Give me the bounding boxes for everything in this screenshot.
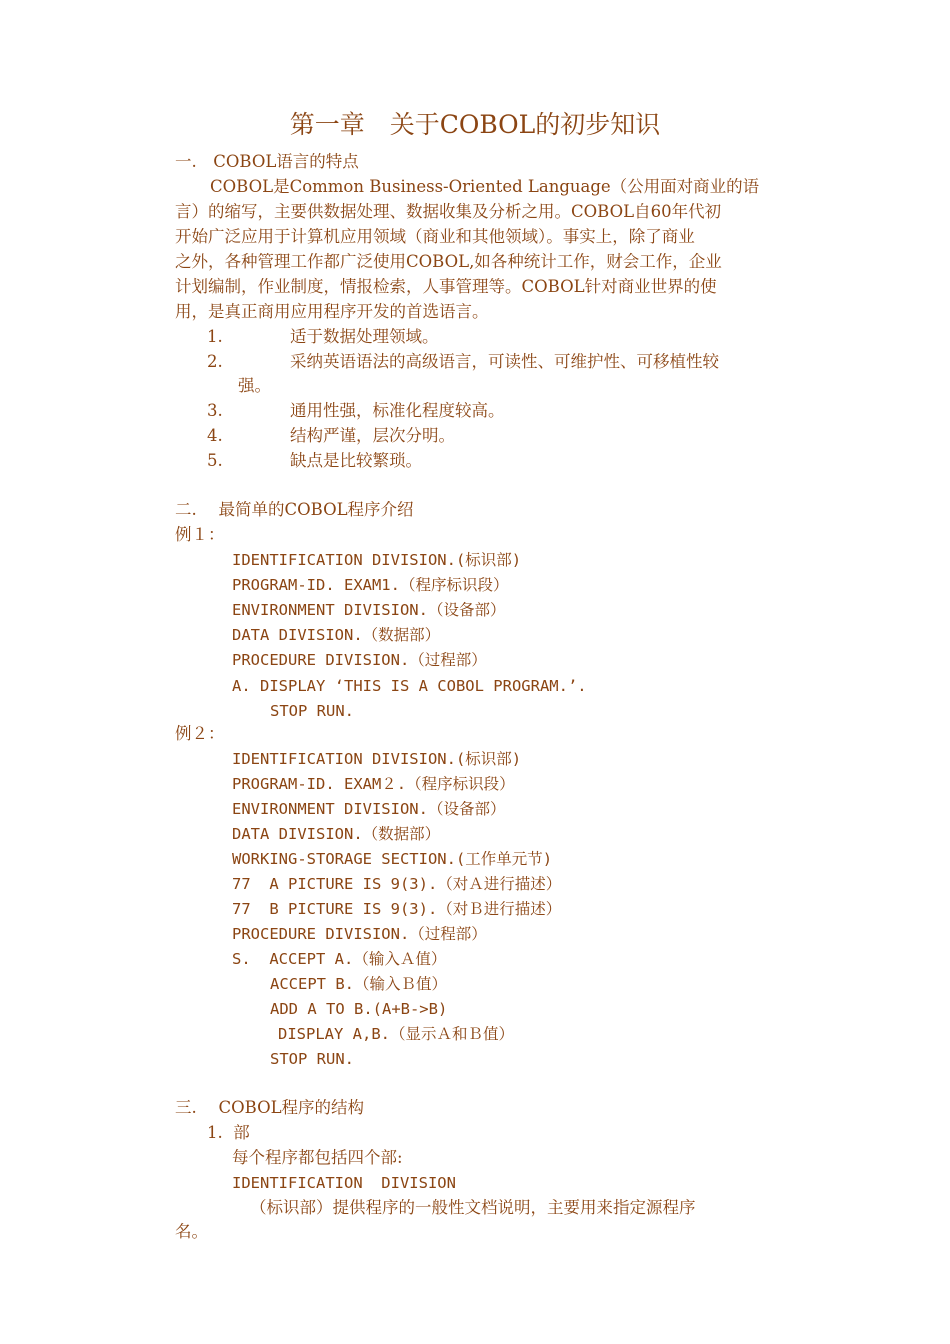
paragraph-line: 之外，各种管理工作都广泛使用COBOL,如各种统计工作，财会工作，企业 bbox=[175, 252, 722, 271]
paragraph-line: 每个程序都包括四个部: bbox=[232, 1148, 403, 1167]
code-line: WORKING-STORAGE SECTION.(工作单元节) bbox=[232, 850, 553, 868]
section-heading-2: 二. 最简单的COBOL程序介绍 bbox=[175, 500, 414, 519]
chapter-title: 第一章 关于COBOL的初步知识 bbox=[289, 110, 661, 139]
list-item-text: 采纳英语语法的高级语言，可读性、可维护性、可移植性较 bbox=[290, 352, 719, 371]
paragraph-line: 名。 bbox=[175, 1222, 208, 1241]
list-item-text: 强。 bbox=[238, 376, 271, 395]
list-item-text: 通用性强，标准化程度较高。 bbox=[290, 401, 505, 420]
code-line: PROCEDURE DIVISION.（过程部） bbox=[232, 925, 487, 943]
list-item-text: 结构严谨，层次分明。 bbox=[290, 426, 455, 445]
example-label: 例２： bbox=[175, 724, 225, 743]
paragraph-line: 用，是真正商用应用程序开发的首选语言。 bbox=[175, 302, 489, 321]
code-line: IDENTIFICATION DIVISION bbox=[232, 1174, 456, 1192]
code-line: STOP RUN. bbox=[270, 1050, 354, 1068]
code-line: PROGRAM-ID. EXAM２.（程序标识段） bbox=[232, 775, 515, 793]
list-item-text: 缺点是比较繁琐。 bbox=[290, 451, 422, 470]
subsection-heading: 1. 部 bbox=[207, 1123, 250, 1142]
list-item-number: 1. bbox=[207, 327, 223, 346]
example-label: 例１： bbox=[175, 525, 225, 544]
code-line: DATA DIVISION.（数据部） bbox=[232, 626, 441, 644]
code-line: 77 A PICTURE IS 9(3).（对Ａ进行描述） bbox=[232, 875, 562, 893]
code-line: STOP RUN. bbox=[270, 702, 354, 720]
code-line: DATA DIVISION.（数据部） bbox=[232, 825, 441, 843]
code-line: PROGRAM-ID. EXAM1.（程序标识段） bbox=[232, 576, 509, 594]
code-line: IDENTIFICATION DIVISION.(标识部) bbox=[232, 551, 522, 569]
code-line: ACCEPT B.（输入Ｂ值） bbox=[270, 975, 447, 993]
paragraph-line: 开始广泛应用于计算机应用领域（商业和其他领域）。事实上，除了商业 bbox=[175, 227, 695, 246]
paragraph-line: 计划编制，作业制度，情报检索，人事管理等。COBOL针对商业世界的使 bbox=[175, 277, 717, 296]
list-item-number: 4. bbox=[207, 426, 223, 445]
list-item-number: 2. bbox=[207, 352, 223, 371]
code-line: ADD A TO B.(A+B->B) bbox=[270, 1000, 448, 1018]
code-line: PROCEDURE DIVISION.（过程部） bbox=[232, 651, 487, 669]
paragraph-line: 言）的缩写，主要供数据处理、数据收集及分析之用。COBOL自60年代初 bbox=[175, 202, 722, 221]
list-item-text: 适于数据处理领域。 bbox=[290, 327, 439, 346]
list-item-number: 3. bbox=[207, 401, 223, 420]
paragraph-line: （标识部）提供程序的一般性文档说明，主要用来指定源程序 bbox=[250, 1198, 696, 1217]
code-line: A. DISPLAY ‘THIS IS A COBOL PROGRAM.’. bbox=[232, 677, 587, 695]
list-item-number: 5. bbox=[207, 451, 223, 470]
code-line: S. ACCEPT A.（输入Ａ值） bbox=[232, 950, 447, 968]
paragraph-line: COBOL是Common Business-Oriented Language（公用面对商业的语 bbox=[210, 177, 760, 196]
code-line: ENVIRONMENT DIVISION.（设备部） bbox=[232, 601, 506, 619]
section-heading-3: 三. COBOL程序的结构 bbox=[175, 1098, 365, 1117]
section-heading-1: 一. COBOL语言的特点 bbox=[175, 152, 359, 171]
code-line: IDENTIFICATION DIVISION.(标识部) bbox=[232, 750, 522, 768]
code-line: DISPLAY A,B.（显示Ａ和Ｂ值） bbox=[278, 1025, 514, 1043]
code-line: ENVIRONMENT DIVISION.（设备部） bbox=[232, 800, 506, 818]
code-line: 77 B PICTURE IS 9(3).（对Ｂ进行描述） bbox=[232, 900, 562, 918]
